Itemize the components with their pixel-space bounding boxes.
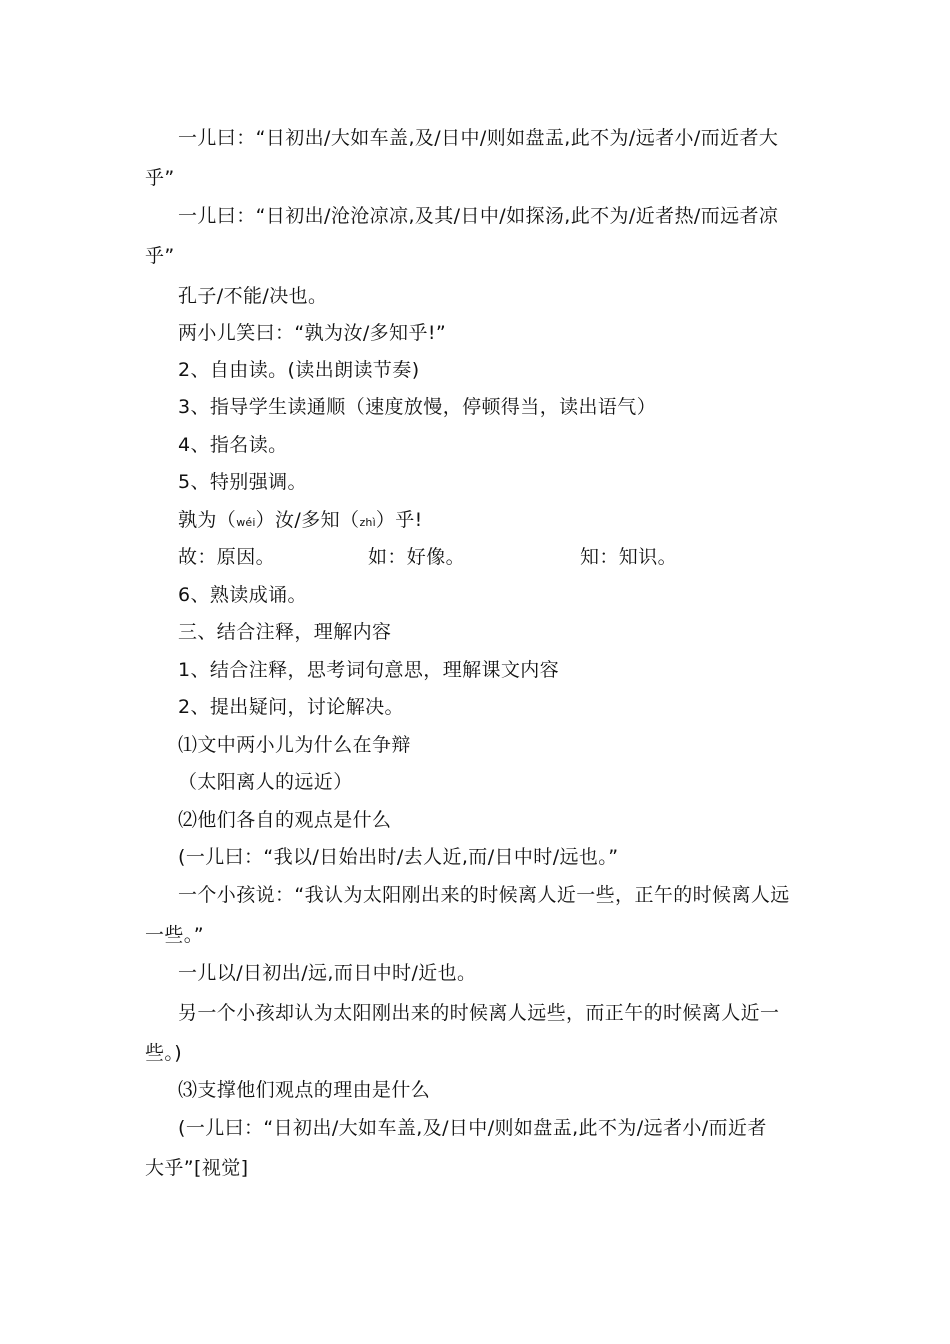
text-line: 4、指名读。	[178, 434, 288, 456]
text-line: ⑶支撑他们观点的理由是什么	[178, 1079, 431, 1101]
gloss-item: 知：知识。	[580, 546, 678, 568]
gloss-item: 故：原因。	[178, 546, 276, 568]
text-line: 2、提出疑问，讨论解决。	[178, 696, 404, 718]
text-line: 3、指导学生读通顺（速度放慢，停顿得当，读出语气）	[178, 396, 657, 418]
text-line: 一些。”	[145, 924, 204, 946]
text-line: 一个小孩说：“我认为太阳刚出来的时候离人近一些，正午的时候离人远	[178, 884, 790, 906]
text-line: 一儿以/日初出/远,而日中时/近也。	[178, 962, 477, 984]
pinyin-annotation: zhì	[359, 516, 376, 529]
text-line: 一儿曰：“日初出/大如车盖,及/日中/则如盘盂,此不为/远者小/而近者大	[178, 127, 779, 149]
text-line: （太阳离人的远近）	[178, 771, 353, 793]
gloss-item: 如：好像。	[368, 546, 466, 568]
pinyin-line	[178, 508, 423, 535]
text-line: 两小儿笑曰：“孰为汝/多知乎!”	[178, 322, 447, 344]
text-line: 另一个小孩却认为太阳刚出来的时候离人远些，而正午的时候离人近一	[178, 1002, 780, 1024]
pinyin-text: ）乎!	[375, 509, 423, 531]
text-line: (一儿曰：“日初出/大如车盖,及/日中/则如盘盂,此不为/远者小/而近者	[178, 1117, 767, 1139]
text-line: 2、自由读。(读出朗读节奏)	[178, 359, 420, 381]
pinyin-text: ）汝/多知（	[255, 509, 360, 531]
section-heading: 三、结合注释，理解内容	[178, 621, 392, 643]
text-line: 大乎”[视觉]	[145, 1157, 249, 1179]
text-line: 孔子/不能/决也。	[178, 285, 328, 307]
text-line: 乎”	[145, 245, 175, 267]
text-line: ⑴文中两小儿为什么在争辩	[178, 734, 411, 756]
text-line: 些。)	[145, 1042, 183, 1064]
text-line: 乎”	[145, 167, 175, 189]
text-line: 5、特别强调。	[178, 471, 307, 493]
text-line: 一儿曰：“日初出/沧沧凉凉,及其/日中/如探汤,此不为/近者热/而远者凉	[178, 205, 779, 227]
text-line: 6、熟读成诵。	[178, 584, 307, 606]
pinyin-text: 孰为（	[178, 509, 237, 531]
text-line: 1、结合注释，思考词句意思，理解课文内容	[178, 659, 560, 681]
text-line: ⑵他们各自的观点是什么	[178, 809, 392, 831]
text-line: (一儿曰：“我以/日始出时/去人近,而/日中时/远也。”	[178, 846, 619, 868]
pinyin-annotation: wéi	[236, 516, 256, 529]
